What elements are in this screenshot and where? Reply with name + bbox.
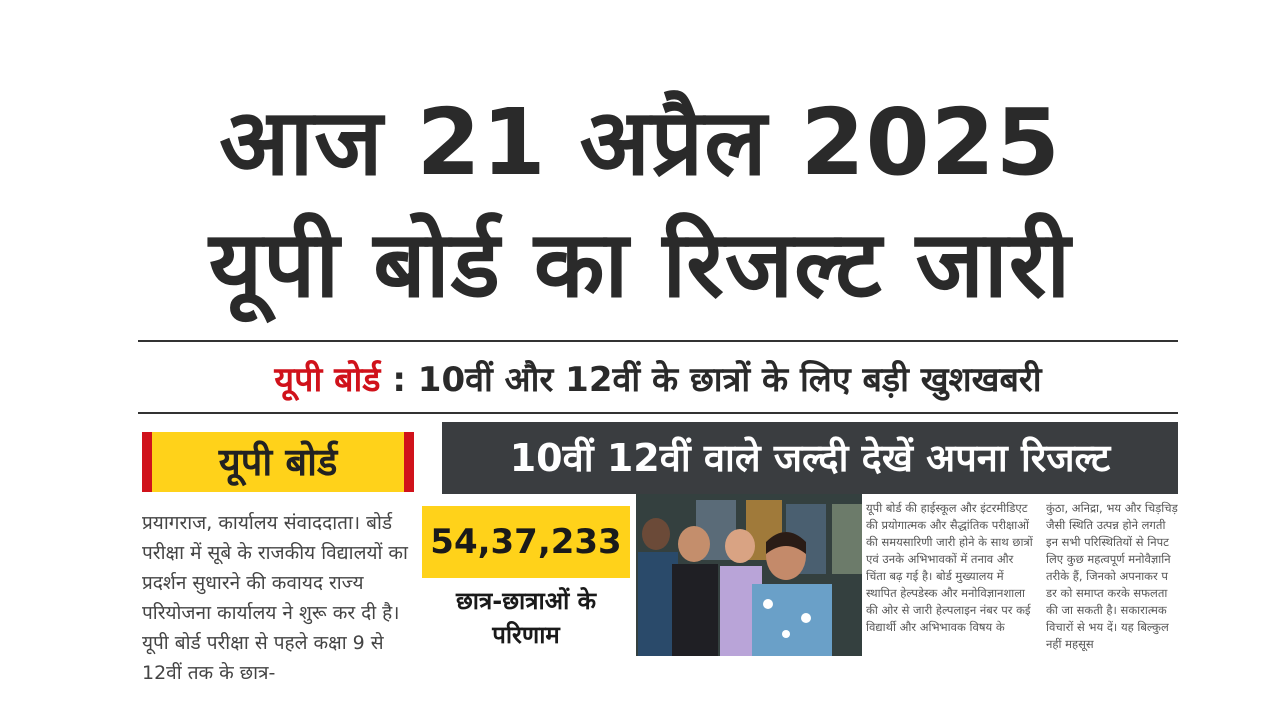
subheadline-separator: : (380, 360, 418, 400)
board-badge: यूपी बोर्ड (142, 432, 414, 492)
students-photo-image (636, 494, 862, 656)
stat-label: छात्र-छात्राओं के परिणाम (455, 587, 597, 649)
article-column-1: प्रयागराज, कार्यालय संवाददाता। बोर्ड परीक्षा में सूबे के राजकीय विद्यालयों का प्रदर्शन सुधारने की कवायद राज्य परियोजना कार्यालय ने शुरू कर दी है। यूपी बोर्ड परीक्षा से पहले कक्षा 9 से 12वीं तक के छात्र- (142, 512, 408, 684)
stat-box (422, 502, 630, 656)
stat-number: 54,37,233 (422, 506, 630, 578)
divider-top (138, 340, 1178, 342)
students-photo (636, 494, 862, 656)
divider-bottom (138, 412, 1178, 414)
headline-title: यूपी बोर्ड का रिजल्ट जारी (208, 211, 1072, 318)
article-column-2: यूपी बोर्ड की हाईस्कूल और इंटरमीडिएट की प्रयोगात्मक और सैद्धांतिक परीक्षाओं की समयसारिणी जारी होने के साथ छात्रों एवं उनके अभिभावकों में तनाव और चिंता बढ़ गई है। बोर्ड मुख्यालय में स्थापित हेल्पडेस्क और मनोविज्ञानशाला की ओर से जारी हेल्पलाइन नंबर पर कई विद्यार्थी और अभिभावक विषय के (866, 501, 1033, 634)
subheadline (138, 350, 1178, 410)
result-banner: 10वीं 12वीं वाले जल्दी देखें अपना रिजल्ट (442, 422, 1178, 494)
headline-date: आज 21 अप्रैल 2025 (219, 89, 1061, 196)
subheadline-prefix: यूपी बोर्ड (274, 360, 381, 400)
article-column-3: कुंठा, अनिद्रा, भय और चिड़चिड़ जैसी स्थिति उत्पन्न होने लगती इन सभी परिस्थितियों से निपट लिए कुछ महत्वपूर्ण मनोवैज्ञानि तरीके हैं, जिनको अपनाकर प डर को समाप्त करके सफलता की जा सकती है। सकारात्मक विचारों से भय दें। यह बिल्कुल नहीं महसूस (1046, 501, 1178, 651)
subheadline-text: 10वीं और 12वीं के छात्रों के लिए बड़ी खुशखबरी (417, 360, 1042, 400)
